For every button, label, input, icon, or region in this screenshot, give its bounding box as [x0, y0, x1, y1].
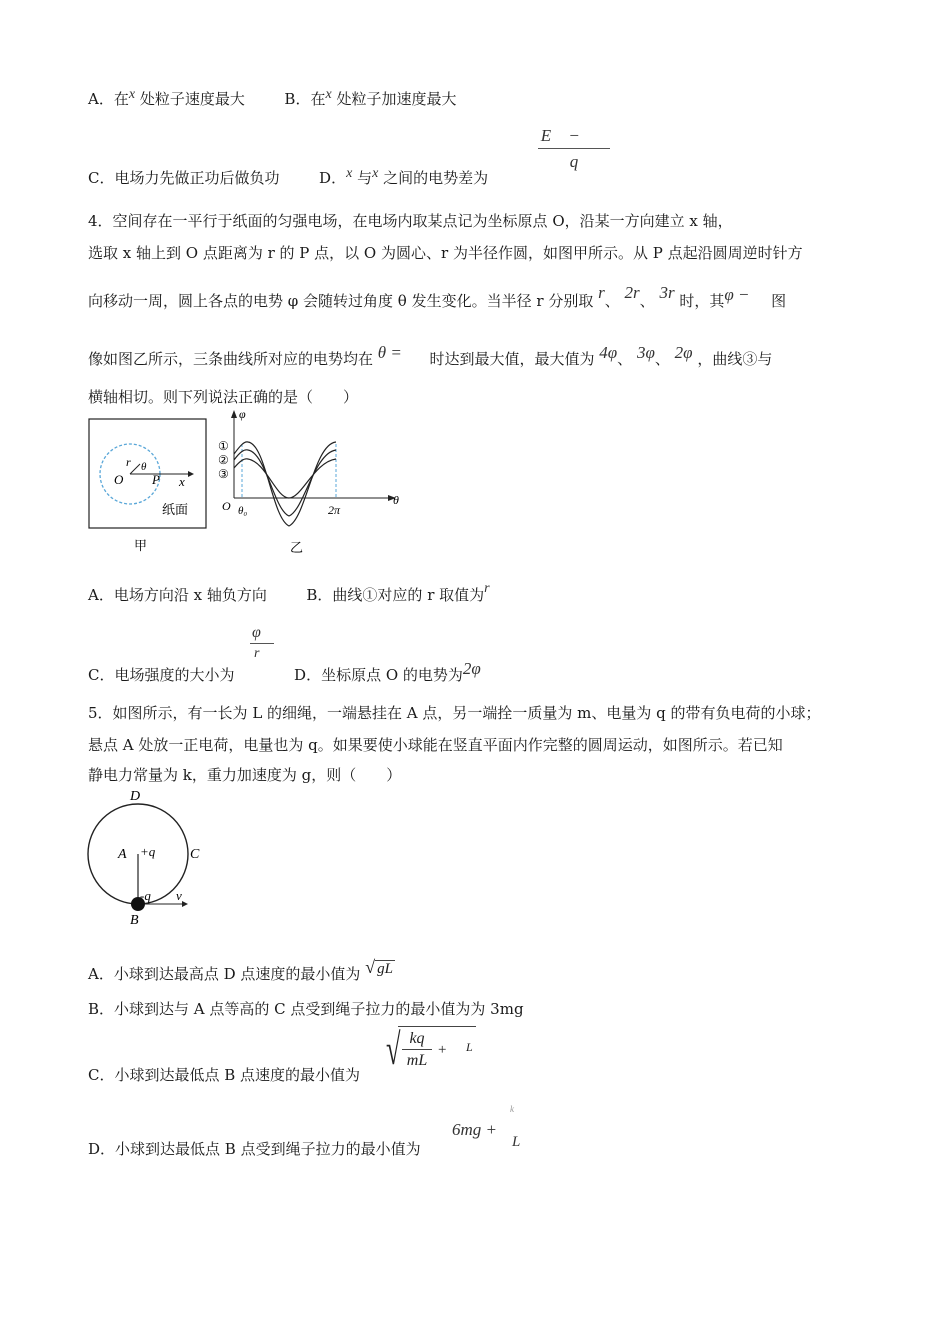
yi-label-o: O	[222, 499, 231, 513]
q5-label-minus-q: -q	[140, 888, 151, 903]
q3-fraction-numerator: E	[540, 126, 552, 145]
q4-option-b-val: r	[484, 581, 490, 596]
q5-option-a	[88, 956, 395, 985]
q3-option-b-post: 处粒子加速度最大	[336, 90, 457, 108]
q5-line-2: 悬点 A 处放一正电荷，电量也为 q。如果要使小球能在竖直平面内作完整的圆周运动，如图所示。若已知	[88, 736, 783, 754]
q4-theta-eq: θ =	[377, 343, 402, 362]
q5-option-c-num: kq	[402, 1030, 432, 1050]
q4-max-2: 3φ	[636, 343, 655, 362]
jia-label-x: x	[179, 474, 185, 489]
q3-option-b-var: x	[325, 87, 332, 102]
q4-phi-minus: φ −	[724, 285, 750, 304]
q4-option-c-pre: C．电场强度的大小为	[88, 666, 235, 684]
q4-r2: 2r	[624, 283, 640, 302]
q5-option-c-tail: L	[466, 1040, 473, 1054]
q4-figure-yi	[214, 406, 410, 558]
yi-label-curve-3: ③	[218, 467, 229, 481]
q4-sep2: 、	[639, 292, 655, 310]
jia-radius	[130, 464, 140, 474]
yi-caption: 乙	[290, 540, 304, 555]
q3-options-ab	[88, 84, 456, 110]
q4-line-4-mid: 时达到最大值，最大值为	[429, 350, 595, 368]
q4-line-5: 横轴相切。则下列说法正确的是（ ）	[88, 388, 359, 406]
yi-phi-arrow	[231, 410, 237, 418]
q3-option-b-pre: B．在	[284, 90, 326, 108]
q5-option-c-den: mL	[406, 1052, 428, 1069]
q3-option-c: C．电场力先做正功后做负功	[88, 169, 280, 187]
q5-option-c-radical: √	[386, 1025, 401, 1074]
yi-label-2pi: 2π	[328, 503, 341, 517]
q3-option-a-pre: A．在	[88, 90, 129, 108]
q4-r1: r	[598, 283, 605, 302]
q5-option-d-term: 6mg +	[452, 1120, 497, 1139]
jia-label-o: O	[114, 472, 124, 487]
q3-option-d-fraction	[538, 126, 610, 172]
jia-x-arrow	[188, 471, 194, 477]
q4-line-4-pre: 像如图乙所示，三条曲线所对应的电势均在	[88, 350, 374, 368]
yi-label-theta0: θ₀	[238, 505, 248, 517]
q4-option-c-fraction	[250, 624, 274, 662]
q5-option-c-pre: C．小球到达最低点 B 点速度的最小值为	[88, 1066, 361, 1084]
q4-line-2: 选取 x 轴上到 O 点距离为 r 的 P 点，以 O 为圆心、r 为半径作圆，如图甲所示。从 P 点起沿圆周逆时针方	[88, 244, 803, 262]
q5-option-a-sqrt: √ gL	[365, 957, 393, 977]
q4-max-3: 2φ	[674, 343, 693, 362]
q3-options-cd	[88, 163, 488, 189]
q5-label-v: v	[176, 888, 182, 903]
q5-label-c: C	[190, 847, 200, 862]
q4-line-3-pre: 向移动一周，圆上各点的电势 φ 会随转过角度 θ 发生变化。当半径 r 分别取	[88, 292, 594, 310]
yi-label-curve-1: ①	[218, 439, 229, 453]
q5-label-plus-q: +q	[140, 844, 156, 859]
q3-option-d-var1: x	[346, 166, 353, 181]
q4-options-ab	[88, 578, 490, 606]
q5-velocity-arrow	[182, 901, 188, 907]
q4-option-b-pre: B．曲线①对应的 r 取值为	[306, 586, 485, 604]
q5-option-c	[88, 1064, 360, 1086]
q4-sep3: 、	[617, 350, 633, 368]
q3-option-a-post: 处粒子速度最大	[139, 90, 245, 108]
q3-option-d-pre: D．	[319, 169, 347, 187]
q4-line-3	[88, 282, 786, 312]
q5-option-c-fraction	[402, 1030, 432, 1070]
jia-label-p: P	[152, 472, 160, 487]
q5-option-b: B．小球到达与 A 点等高的 C 点受到绳子拉力的最小值为为 3mg	[88, 1000, 524, 1018]
yi-label-theta: θ	[393, 493, 399, 507]
q4-sep1: 、	[604, 292, 620, 310]
q5-option-d	[88, 1138, 421, 1160]
jia-label-r: r	[126, 455, 131, 469]
q5-label-b: B	[130, 913, 139, 928]
q5-label-d: D	[130, 789, 141, 804]
q5-option-a-val: gL	[377, 961, 393, 977]
q5-label-a: A	[118, 847, 127, 862]
q3-option-d-var2: x	[372, 166, 379, 181]
q3-option-a-var: x	[128, 87, 136, 102]
q4-line-3-post: 图	[771, 292, 787, 310]
q4-option-d-pre: D．坐标原点 O 的电势为	[294, 666, 463, 684]
q4-option-c-den: r	[254, 646, 260, 661]
q5-option-a-pre: A．小球到达最高点 D 点速度的最小值为	[88, 965, 361, 983]
q3-fraction-operator: −	[569, 126, 579, 145]
q4-options-cd	[88, 658, 481, 686]
q3-option-d-mid: 与	[357, 169, 373, 187]
q4-line-4	[88, 342, 772, 370]
q4-r3: 3r	[659, 283, 675, 302]
jia-label-theta: θ	[141, 461, 147, 473]
yi-label-phi: φ	[239, 407, 246, 421]
q3-fraction-denominator: q	[569, 152, 579, 171]
jia-label-paper: 纸面	[162, 502, 189, 517]
q5-option-c-vinculum	[398, 1026, 476, 1027]
q5-line-1: 5．如图所示，有一长为 L 的细绳，一端悬挂在 A 点，另一端拴一质量为 m、电量为 q 的带有负电荷的小球；	[88, 704, 821, 722]
q5-figure	[84, 786, 214, 928]
q4-line-1: 4．空间存在一平行于纸面的匀强电场，在电场内取某点记为坐标原点 O，沿某一方向建立 x 轴，	[88, 212, 733, 230]
q5-line-3: 静电力常量为 k，重力加速度为 g，则（ ）	[88, 766, 402, 784]
yi-label-curve-2: ②	[218, 453, 229, 467]
q4-sep4: 、	[654, 350, 670, 368]
q3-option-d-post: 之间的电势差为	[383, 169, 489, 187]
q4-max-1: 4φ	[599, 343, 618, 362]
q5-option-c-plus: +	[438, 1042, 447, 1058]
q5-option-d-den: L	[512, 1134, 521, 1150]
q4-option-a: A．电场方向沿 x 轴负方向	[88, 586, 267, 604]
q5-option-d-num: k	[510, 1104, 514, 1114]
q5-option-d-pre: D．小球到达最低点 B 点受到绳子拉力的最小值为	[88, 1140, 421, 1158]
jia-caption: 甲	[134, 538, 148, 553]
yi-curve-3	[234, 459, 336, 498]
q4-line-4-post: ，曲线③与	[697, 350, 773, 368]
q4-figure-jia	[88, 418, 208, 558]
q4-line-3-mid: 时，其	[679, 292, 725, 310]
q4-option-c-num: φ	[250, 624, 274, 644]
q4-option-d-val: 2φ	[462, 659, 481, 678]
